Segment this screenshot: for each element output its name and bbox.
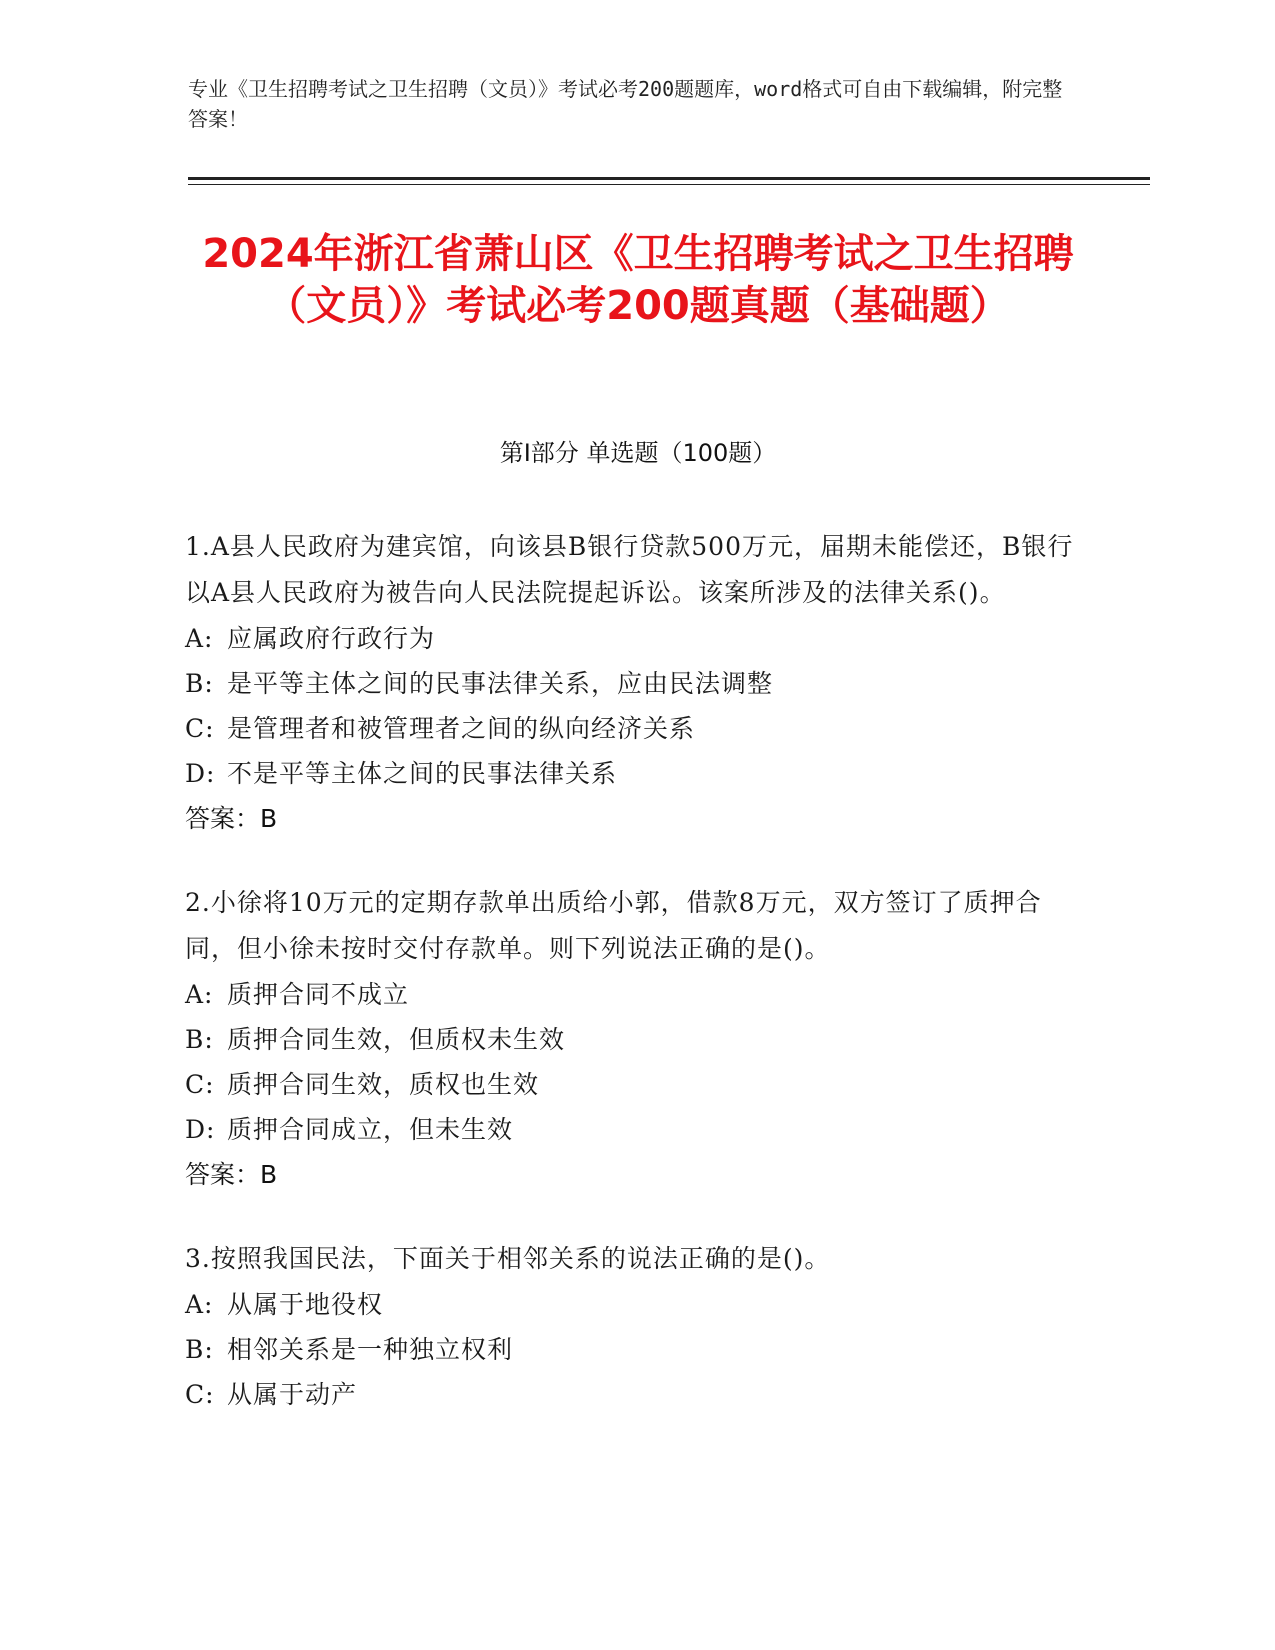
option-key: D: bbox=[185, 759, 216, 788]
question-stem: 2.小徐将10万元的定期存款单出质给小郭，借款8万元，双方签订了质押合同，但小徐未按时交付存款单。则下列说法正确的是()。 bbox=[185, 888, 1042, 963]
option-key: A: bbox=[185, 1290, 214, 1319]
question-stem: 1.A县人民政府为建宾馆，向该县B银行贷款500万元，届期未能偿还，B银行以A县人民政府为被告向人民法院提起诉讼。该案所涉及的法律关系()。 bbox=[185, 532, 1074, 607]
option-text: 是平等主体之间的民事法律关系，应由民法调整 bbox=[227, 669, 774, 698]
option-key: C: bbox=[185, 1380, 215, 1409]
option-key: A: bbox=[185, 624, 214, 653]
option-text: 质押合同生效，质权也生效 bbox=[227, 1070, 540, 1099]
answer-line: 答案：B bbox=[185, 804, 278, 833]
option-a bbox=[185, 616, 1090, 661]
option-d bbox=[185, 751, 1090, 796]
option-key: D: bbox=[185, 1115, 216, 1144]
option-key: B: bbox=[185, 1025, 214, 1054]
option-c bbox=[185, 706, 1090, 751]
option-c bbox=[185, 1062, 1090, 1107]
question-list bbox=[185, 524, 1090, 1455]
option-text: 从属于地役权 bbox=[227, 1290, 384, 1319]
option-key: C: bbox=[185, 714, 215, 743]
option-c bbox=[185, 1372, 1090, 1417]
header-divider-thick bbox=[188, 177, 1150, 180]
option-a bbox=[185, 1282, 1090, 1327]
option-b bbox=[185, 1017, 1090, 1062]
document-title: 2024年浙江省萧山区《卫生招聘考试之卫生招聘（文员）》考试必考200题真题（基础题） bbox=[202, 231, 1074, 329]
answer-line: 答案：B bbox=[185, 1160, 278, 1189]
option-b bbox=[185, 1327, 1090, 1372]
option-text: 质押合同成立，但未生效 bbox=[227, 1115, 514, 1144]
option-text: 质押合同不成立 bbox=[227, 980, 410, 1009]
option-text: 相邻关系是一种独立权利 bbox=[227, 1335, 514, 1364]
section-heading: 第I部分 单选题（100题） bbox=[499, 439, 777, 467]
option-text: 质押合同生效，但质权未生效 bbox=[227, 1025, 566, 1054]
question-1 bbox=[185, 524, 1090, 842]
question-3 bbox=[185, 1236, 1090, 1417]
option-b bbox=[185, 661, 1090, 706]
option-d bbox=[185, 1107, 1090, 1152]
option-key: C: bbox=[185, 1070, 215, 1099]
option-text: 是管理者和被管理者之间的纵向经济关系 bbox=[227, 714, 696, 743]
header-note: 专业《卫生招聘考试之卫生招聘（文员）》考试必考200题题库，word格式可自由下载编辑，附完整答案！ bbox=[188, 77, 1063, 131]
option-a bbox=[185, 972, 1090, 1017]
option-text: 应属政府行政行为 bbox=[227, 624, 436, 653]
option-key: B: bbox=[185, 1335, 214, 1364]
option-key: A: bbox=[185, 980, 214, 1009]
option-text: 不是平等主体之间的民事法律关系 bbox=[227, 759, 618, 788]
header-divider-thin bbox=[188, 184, 1150, 185]
question-2 bbox=[185, 880, 1090, 1198]
option-key: B: bbox=[185, 669, 214, 698]
option-text: 从属于动产 bbox=[227, 1380, 358, 1409]
question-stem: 3.按照我国民法，下面关于相邻关系的说法正确的是()。 bbox=[185, 1244, 831, 1273]
